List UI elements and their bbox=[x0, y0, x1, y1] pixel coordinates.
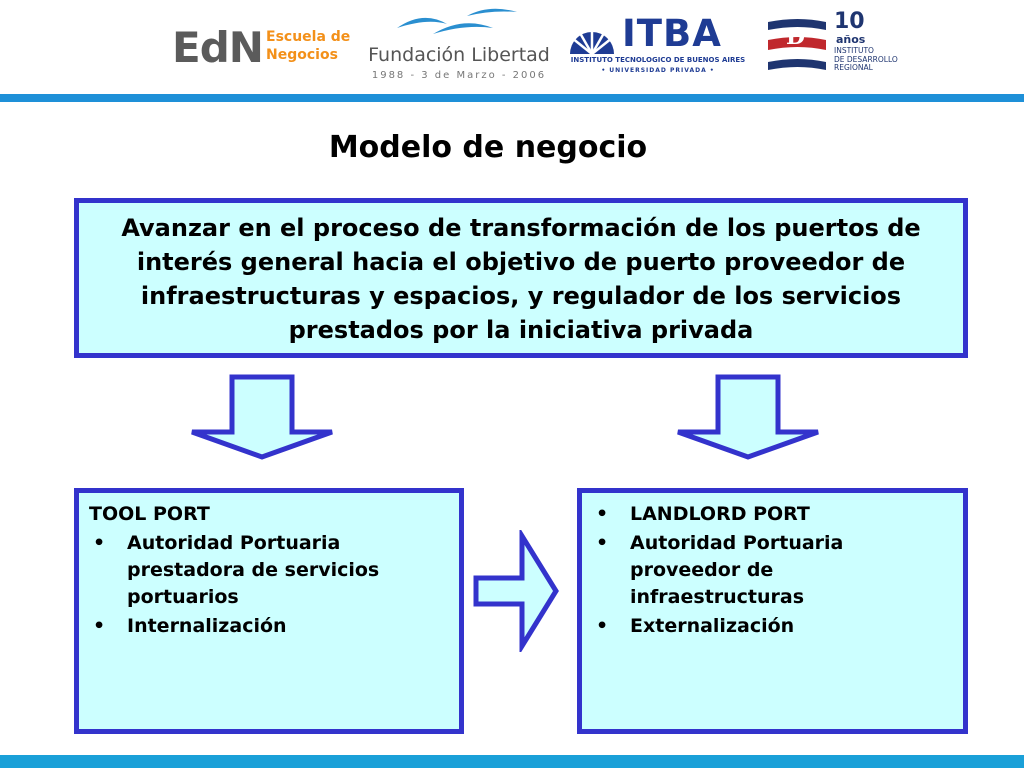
list-item-text: Autoridad Portuaria proveedor de infraestructuras bbox=[630, 532, 844, 608]
itba-subtitle-2: • UNIVERSIDAD PRIVADA • bbox=[601, 67, 715, 74]
edn-line-1: Escuela de bbox=[266, 29, 351, 45]
list-item bbox=[89, 613, 449, 640]
edn-line-2: Negocios bbox=[266, 47, 338, 63]
list-item bbox=[592, 613, 953, 640]
idr-flag-icon bbox=[764, 14, 828, 78]
tool-port-list bbox=[89, 501, 449, 642]
edn-mark: EdN bbox=[172, 23, 263, 72]
tool-port-box bbox=[74, 488, 464, 734]
itba-subtitle: INSTITUTO TECNOLOGICO DE BUENOS AIRES bbox=[570, 56, 746, 64]
list-item bbox=[592, 530, 953, 611]
idr-line-2: DE DESARROLLO bbox=[834, 54, 898, 64]
objective-text: Avanzar en el proceso de transformación de los puertos de interés general hacia el objetivo de puerto proveedor de infraestructuras y espacios, y regulador de los servicios prestados por la iniciativa privada bbox=[121, 214, 921, 344]
birds-icon bbox=[393, 4, 523, 42]
top-rule bbox=[0, 94, 1024, 102]
diagram-title: Modelo de negocio bbox=[328, 130, 648, 165]
landlord-port-box bbox=[577, 488, 968, 734]
bullet: • bbox=[93, 532, 106, 554]
list-item bbox=[592, 501, 953, 528]
itba-logo bbox=[566, 12, 750, 76]
bullet: • bbox=[596, 532, 609, 554]
idr-line-3: REGIONAL bbox=[834, 63, 873, 72]
fundacion-name: Fundación Libertad bbox=[368, 44, 550, 66]
list-item bbox=[89, 530, 449, 611]
idr-line-1: INSTITUTO bbox=[834, 46, 874, 55]
down-arrow-right-icon bbox=[672, 374, 824, 460]
idr-anos: años bbox=[836, 33, 866, 46]
bullet: • bbox=[596, 615, 609, 637]
idr-logo bbox=[764, 10, 914, 82]
list-item-text: Internalización bbox=[127, 615, 287, 637]
objective-box bbox=[74, 198, 968, 358]
list-item-text: LANDLORD PORT bbox=[630, 503, 810, 525]
down-arrow-left-icon bbox=[186, 374, 338, 460]
fundacion-libertad-logo bbox=[365, 4, 553, 86]
itba-word: ITBA bbox=[622, 12, 722, 55]
sun-icon bbox=[566, 20, 618, 54]
right-arrow-icon bbox=[472, 530, 562, 652]
list-item-text: Externalización bbox=[630, 615, 795, 637]
bullet: • bbox=[93, 615, 106, 637]
fundacion-date: 1988 - 3 de Marzo - 2006 bbox=[371, 70, 547, 81]
tool-port-heading: TOOL PORT bbox=[89, 503, 210, 525]
idr-text bbox=[834, 47, 898, 73]
idr-number: 10 bbox=[834, 9, 865, 34]
bottom-rule bbox=[0, 755, 1024, 768]
landlord-port-list bbox=[592, 501, 953, 642]
bullet: • bbox=[596, 503, 609, 525]
list-item-text: Autoridad Portuaria prestadora de servicios portuarios bbox=[127, 532, 380, 608]
edn-text bbox=[266, 28, 350, 64]
svg-text:D: D bbox=[786, 24, 806, 50]
logo-bar bbox=[0, 0, 1024, 94]
